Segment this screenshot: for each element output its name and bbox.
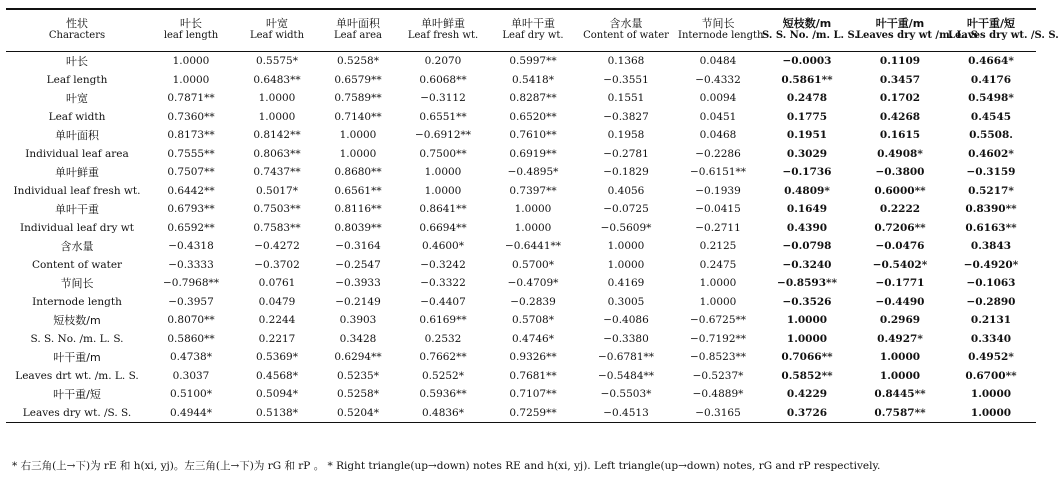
table-cell: −0.3800: [875, 166, 925, 179]
table-cell: 0.7610**: [509, 129, 557, 142]
table-cell: 0.1951: [786, 129, 828, 142]
table-row: [6, 274, 1036, 293]
table-cell: 1.0000: [258, 110, 296, 123]
table-cell: 1.0000: [607, 258, 645, 271]
table-cell: 0.5997**: [509, 55, 557, 68]
table-row: [6, 200, 1036, 219]
table-cell: −0.2149: [335, 295, 381, 308]
table-cell: 0.3726: [760, 404, 854, 423]
column-header-en: Internode length: [678, 30, 764, 41]
table-cell: 0.5258*: [337, 388, 379, 401]
table-cell: −0.3164: [335, 240, 381, 253]
row-label: 单叶干重: [55, 203, 99, 217]
table-row: [6, 126, 1036, 145]
row-label: 短枝数/m: [53, 314, 101, 328]
table-row: [6, 404, 1036, 423]
table-cell: 0.6793**: [167, 203, 215, 216]
table-cell: 0.6520**: [509, 110, 557, 123]
table-cell: 0.4738*: [170, 351, 212, 364]
table-cell: 0.1958: [607, 129, 645, 142]
table-cell: 0.0094: [699, 92, 737, 105]
row-label: 叶干重/短: [53, 388, 101, 402]
row-label: 单叶鲜重: [55, 166, 99, 180]
table-cell: 0.2125: [699, 240, 737, 253]
table-cell: 1.0000: [786, 332, 828, 345]
table-cell: 0.7360**: [167, 110, 215, 123]
table-row: [6, 108, 1036, 127]
column-header-10: [946, 10, 1059, 52]
column-header-5: [490, 10, 576, 52]
table-cell: −0.2890: [966, 295, 1016, 308]
table-row: [6, 71, 1036, 90]
column-header-zh: 含水量: [609, 17, 643, 30]
table-cell: −0.6912**: [414, 129, 472, 142]
table-cell: 1.0000: [699, 295, 737, 308]
table-cell: 0.7555**: [167, 147, 215, 160]
table-cell: −0.0725: [603, 203, 649, 216]
table-footnote: * 右三角(上→下)为 rE 和 h(xi, yj)。左三角(上→下)为 rG 和 rP 。 * Right triangle(up→down) notes RE and h(xi, yj). Left triangle(up→down) notes, rG and rP respectively.: [12, 460, 881, 472]
table-cell: 0.0761: [258, 277, 296, 290]
column-header-7: [676, 10, 764, 52]
table-cell: 0.5700*: [512, 258, 554, 271]
table-cell: 0.5204*: [320, 404, 396, 423]
table-cell: 0.4952*: [968, 351, 1014, 364]
table-cell: −0.0476: [875, 240, 925, 253]
table-cell: 0.0479: [258, 295, 296, 308]
table-cell: 0.3428: [339, 332, 377, 345]
row-label: Leaf width: [48, 110, 106, 123]
column-header-zh: 叶宽: [266, 17, 288, 30]
table-cell: 0.6919**: [509, 147, 557, 160]
table-cell: −0.7968**: [162, 277, 220, 290]
table-cell: 0.7107**: [509, 388, 557, 401]
table-cell: −0.3526: [782, 295, 832, 308]
table-cell: 0.5498*: [968, 92, 1014, 105]
table-cell: 0.3843: [970, 240, 1012, 253]
table-row: [6, 367, 1036, 386]
table-cell: −0.1939: [695, 184, 741, 197]
table-cell: 0.3029: [786, 147, 828, 160]
column-header-zh: 叶长: [180, 17, 202, 30]
table-cell: 0.6579**: [334, 73, 382, 86]
row-label: Internode length: [32, 295, 122, 308]
table-cell: −0.3333: [168, 258, 214, 271]
table-cell: 0.2478: [786, 92, 828, 105]
table-cell: 0.5094*: [256, 388, 298, 401]
row-label: 叶干重/m: [53, 351, 101, 365]
table-cell: −0.7192**: [689, 332, 747, 345]
table-cell: 0.1368: [607, 55, 645, 68]
column-header-zh: 单叶干重: [511, 17, 555, 30]
table-cell: 0.1775: [786, 110, 828, 123]
table-cell: 0.4268: [879, 110, 921, 123]
table-cell: 0.5936**: [419, 388, 467, 401]
table-cell: 0.7507**: [167, 166, 215, 179]
table-cell: 0.4927*: [877, 332, 923, 345]
table-cell: 0.5708*: [512, 314, 554, 327]
row-label: Individual leaf dry wt: [20, 221, 134, 234]
table-cell: 1.0000: [424, 166, 462, 179]
table-cell: 0.3457: [879, 73, 921, 86]
table-cell: 0.5575*: [256, 55, 298, 68]
table-cell: 1.0000: [424, 184, 462, 197]
table-cell: 0.7437**: [253, 166, 301, 179]
table-cell: −0.5609*: [600, 221, 652, 234]
table-row: [6, 145, 1036, 164]
table-cell: 0.8142**: [253, 129, 301, 142]
table-cell: 1.0000: [172, 55, 210, 68]
table-cell: −0.1771: [875, 277, 925, 290]
table-cell: 1.0000: [879, 369, 921, 382]
column-header-en: Leaves dry wt. /S. S.: [948, 30, 1059, 41]
table-cell: 0.7587**: [854, 404, 946, 423]
table-cell: 0.3903: [339, 314, 377, 327]
table-cell: 0.7503**: [253, 203, 301, 216]
table-cell: 0.6592**: [167, 221, 215, 234]
table-cell: 0.0484: [699, 55, 737, 68]
table-cell: −0.2839: [510, 295, 556, 308]
table-cell: −0.3827: [603, 110, 649, 123]
table-cell: −0.5402*: [872, 258, 928, 271]
table-cell: −0.2711: [695, 221, 741, 234]
table-cell: −0.6441**: [504, 240, 562, 253]
table-cell: 0.0451: [699, 110, 737, 123]
table-cell: −0.6725**: [689, 314, 747, 327]
column-header-en: S. S. No. /m. L. S.: [762, 30, 858, 41]
table-cell: 0.5861**: [781, 73, 833, 86]
table-body: [6, 52, 1036, 423]
column-header-4: [396, 10, 490, 52]
table-cell: 0.1109: [879, 55, 921, 68]
table-cell: 0.6294**: [334, 351, 382, 364]
table-cell: 0.8039**: [334, 221, 382, 234]
column-header-en: Leaf dry wt.: [502, 30, 564, 41]
table-cell: 0.5100*: [170, 388, 212, 401]
table-cell: −0.3551: [603, 73, 649, 86]
table-row: [6, 89, 1036, 108]
table-cell: 0.2131: [970, 314, 1012, 327]
table-cell: 0.4836*: [396, 404, 490, 423]
table-cell: 0.4169: [607, 277, 645, 290]
table-cell: −0.3957: [168, 295, 214, 308]
row-label: 叶宽: [66, 92, 88, 106]
table-cell: −0.4272: [254, 240, 300, 253]
table-cell: −0.3933: [335, 277, 381, 290]
table-cell: −0.1736: [782, 166, 832, 179]
table-cell: −0.3702: [254, 258, 300, 271]
table-cell: 0.7140**: [334, 110, 382, 123]
table-cell: 0.8390**: [965, 203, 1017, 216]
table-cell: 0.6163**: [965, 221, 1017, 234]
table-cell: 0.2244: [258, 314, 296, 327]
table-cell: 1.0000: [879, 351, 921, 364]
column-header-en: Characters: [48, 30, 106, 41]
column-header-6: [576, 10, 676, 52]
table-cell: 0.6068**: [419, 73, 467, 86]
table-cell: 0.4944*: [148, 404, 234, 423]
table-cell: −0.1063: [966, 277, 1016, 290]
table-cell: 0.7681**: [509, 369, 557, 382]
table-cell: 0.7206**: [874, 221, 926, 234]
table-cell: −0.4318: [168, 240, 214, 253]
table-row: [6, 311, 1036, 330]
column-header-zh: 节间长: [701, 17, 735, 30]
row-label: Leaf length: [46, 73, 108, 86]
table-cell: 0.1649: [786, 203, 828, 216]
table-cell: 0.7871**: [167, 92, 215, 105]
table-cell: 0.6694**: [419, 221, 467, 234]
column-header-en: Content of water: [583, 30, 669, 41]
row-label: Content of water: [31, 258, 123, 271]
table-cell: 0.4056: [607, 184, 645, 197]
table-cell: −0.4889*: [692, 388, 744, 401]
table-cell: −0.3240: [782, 258, 832, 271]
table-cell: 0.4568*: [256, 369, 298, 382]
column-header-zh: 短枝数/m: [782, 17, 832, 30]
table-cell: 0.7583**: [253, 221, 301, 234]
row-label: Leaves drt wt. /m. L. S.: [15, 369, 139, 382]
table-cell: 0.7066**: [781, 351, 833, 364]
table-cell: 0.6442**: [167, 184, 215, 197]
table-cell: −0.4513: [576, 404, 676, 423]
row-label: Individual leaf area: [25, 147, 129, 160]
table-cell: 1.0000: [339, 129, 377, 142]
table-cell: 0.2222: [879, 203, 921, 216]
table-cell: 0.4809*: [784, 184, 830, 197]
table-row: [6, 163, 1036, 182]
table-cell: 0.7662**: [419, 351, 467, 364]
table-cell: 1.0000: [970, 388, 1012, 401]
table-cell: 0.1615: [879, 129, 921, 142]
table-cell: 0.4545: [970, 110, 1012, 123]
table-row: [6, 385, 1036, 404]
table-cell: −0.5237*: [692, 369, 744, 382]
table-cell: −0.3380: [603, 332, 649, 345]
table-cell: 0.8063**: [253, 147, 301, 160]
table-header-row: [6, 10, 1036, 52]
correlation-table: [6, 8, 1059, 423]
column-header-en: Leaves dry wt /m. L. S: [856, 30, 978, 41]
table-cell: 0.2532: [424, 332, 462, 345]
table-cell: 0.2217: [258, 332, 296, 345]
table-cell: 0.6551**: [419, 110, 467, 123]
table-cell: −0.6151**: [689, 166, 747, 179]
table-cell: −0.0798: [782, 240, 832, 253]
table-cell: −0.3159: [966, 166, 1016, 179]
column-header-8: [760, 10, 858, 52]
table-cell: 0.2070: [424, 55, 462, 68]
table-row: [6, 348, 1036, 367]
table-cell: −0.3322: [420, 277, 466, 290]
table-cell: 1.0000: [339, 147, 377, 160]
table-cell: 0.7500**: [419, 147, 467, 160]
column-header-9: [854, 10, 978, 52]
table-cell: 0.4229: [786, 388, 828, 401]
table-cell: 0.5852**: [781, 369, 833, 382]
table-cell: 0.5508.: [969, 129, 1013, 142]
table-cell: 0.2475: [699, 258, 737, 271]
column-header-en: Leaf area: [333, 30, 383, 41]
table-cell: −0.4332: [695, 73, 741, 86]
table-cell: −0.4086: [603, 314, 649, 327]
column-header-en: leaf length: [163, 30, 219, 41]
row-label: 叶长: [66, 55, 88, 69]
table-cell: 1.0000: [258, 92, 296, 105]
table-cell: 0.8445**: [874, 388, 926, 401]
table-cell: 0.4600*: [422, 240, 464, 253]
column-header-zh: 单叶鲜重: [421, 17, 465, 30]
column-header-zh: 单叶面积: [336, 17, 380, 30]
table-cell: 0.1551: [607, 92, 645, 105]
row-label: Individual leaf fresh wt.: [13, 184, 141, 197]
table-cell: −0.3242: [420, 258, 466, 271]
column-header-2: [234, 10, 320, 52]
table-cell: 0.0468: [699, 129, 737, 142]
table-cell: 1.0000: [699, 277, 737, 290]
table-cell: 0.3005: [607, 295, 645, 308]
table-cell: 0.8287**: [509, 92, 557, 105]
table-cell: 0.5017*: [256, 184, 298, 197]
table-cell: 1.0000: [172, 73, 210, 86]
table-cell: 0.9326**: [509, 351, 557, 364]
table-cell: −0.0003: [782, 55, 832, 68]
table-cell: −0.3112: [420, 92, 466, 105]
table-cell: 1.0000: [946, 404, 1036, 423]
table-row: [6, 256, 1036, 275]
table-cell: 0.4390: [786, 221, 828, 234]
table-cell: −0.5484**: [597, 369, 655, 382]
table-cell: 0.7589**: [334, 92, 382, 105]
table-row: [6, 293, 1036, 312]
table-cell: 0.4908*: [877, 147, 923, 160]
table-cell: 0.5252*: [422, 369, 464, 382]
table-cell: 0.2969: [879, 314, 921, 327]
table-cell: 0.6561**: [334, 184, 382, 197]
table-cell: 0.8116**: [334, 203, 382, 216]
table-cell: 1.0000: [786, 314, 828, 327]
table-cell: −0.0415: [695, 203, 741, 216]
table-cell: 0.1702: [879, 92, 921, 105]
table-cell: −0.2547: [335, 258, 381, 271]
table-cell: 0.5235*: [337, 369, 379, 382]
table-cell: −0.4490: [875, 295, 925, 308]
table-row: [6, 182, 1036, 201]
table-cell: 0.7259**: [490, 404, 576, 423]
table-cell: −0.5503*: [600, 388, 652, 401]
table-cell: 0.4746*: [512, 332, 554, 345]
row-label: 节间长: [60, 277, 94, 291]
column-header-en: Leaf width: [249, 30, 305, 41]
table-cell: 0.6169**: [419, 314, 467, 327]
table-cell: 1.0000: [514, 221, 552, 234]
column-header-zh: 性状: [66, 17, 88, 30]
table-cell: 0.3340: [970, 332, 1012, 345]
table-cell: 0.5258*: [337, 55, 379, 68]
column-header-1: [148, 10, 234, 52]
table-cell: 0.4176: [970, 73, 1012, 86]
table-row: [6, 237, 1036, 256]
table-cell: −0.4407: [420, 295, 466, 308]
table-cell: −0.4709*: [507, 277, 559, 290]
table-cell: 0.5418*: [512, 73, 554, 86]
table-cell: 0.5138*: [234, 404, 320, 423]
table-cell: 0.6700**: [965, 369, 1017, 382]
row-label: Leaves dry wt. /S. S.: [6, 404, 148, 423]
table-cell: −0.6781**: [597, 351, 655, 364]
table-cell: 1.0000: [607, 240, 645, 253]
table-row: [6, 330, 1036, 349]
table-cell: −0.2781: [603, 147, 649, 160]
correlation-table-container: [6, 8, 1059, 423]
table-cell: 0.8641**: [419, 203, 467, 216]
row-label: 含水量: [60, 240, 94, 254]
column-header-0: [6, 10, 148, 52]
table-row: [6, 219, 1036, 238]
table-cell: −0.1829: [603, 166, 649, 179]
table-cell: −0.2286: [695, 147, 741, 160]
table-cell: 0.5369*: [256, 351, 298, 364]
table-cell: 0.8680**: [334, 166, 382, 179]
table-cell: −0.4920*: [963, 258, 1019, 271]
table-cell: 0.3037: [172, 369, 210, 382]
table-cell: −0.4895*: [507, 166, 559, 179]
table-row: [6, 52, 1036, 71]
table-cell: 0.5860**: [167, 332, 215, 345]
table-cell: −0.8593**: [777, 277, 837, 290]
table-cell: 0.6000**: [874, 184, 926, 197]
column-header-en: Leaf fresh wt.: [407, 30, 479, 41]
row-label: S. S. No. /m. L. S.: [30, 332, 124, 345]
table-cell: 0.6483**: [253, 73, 301, 86]
table-cell: 0.4664*: [968, 55, 1014, 68]
column-header-zh: 叶干重/m: [875, 17, 925, 30]
table-cell: 0.7397**: [509, 184, 557, 197]
table-cell: −0.8523**: [689, 351, 747, 364]
table-cell: 0.4602*: [968, 147, 1014, 160]
table-cell: 0.5217*: [968, 184, 1014, 197]
table-cell: 1.0000: [514, 203, 552, 216]
table-cell: −0.3165: [676, 404, 760, 423]
table-cell: 0.8070**: [167, 314, 215, 327]
column-header-3: [320, 10, 396, 52]
column-header-zh: 叶干重/短: [966, 17, 1016, 30]
table-cell: 0.8173**: [167, 129, 215, 142]
row-label: 单叶面积: [55, 129, 99, 143]
